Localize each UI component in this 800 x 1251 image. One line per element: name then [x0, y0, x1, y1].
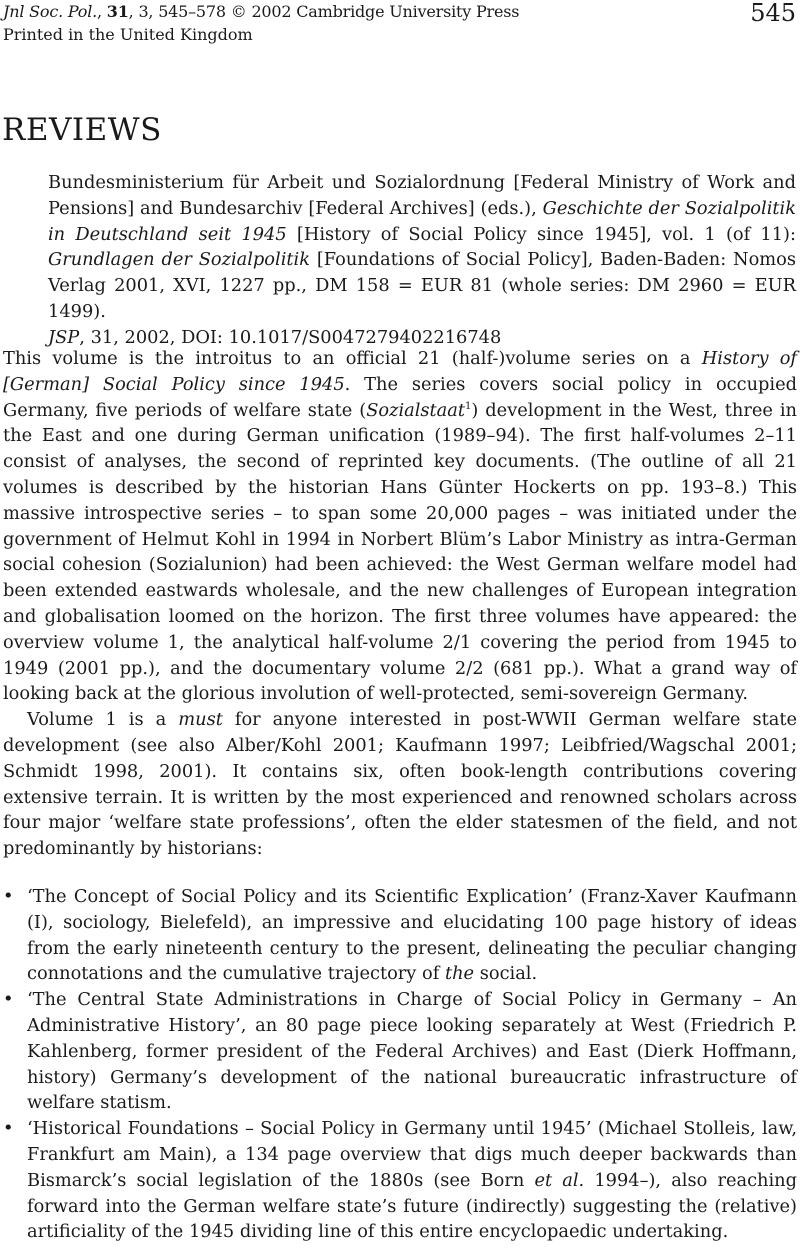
bullet-icon: •	[3, 989, 14, 1011]
footnote-marker: 1	[465, 400, 472, 412]
printed-in: Printed in the United Kingdom	[3, 25, 253, 44]
page-number: 545	[750, 0, 796, 27]
review-body	[3, 346, 797, 1245]
bullet-icon: •	[3, 1118, 14, 1140]
review-citation	[48, 170, 796, 351]
contributions-list	[3, 884, 797, 1245]
journal-abbreviation: Jnl Soc. Pol.	[3, 2, 98, 21]
citation-series-translation: [History of Social Policy since 1945], vol. 1 (of 11):	[296, 223, 796, 245]
citation-publication: [Foundations of Social Policy], Baden-Baden: Nomos Verlag 2001, XVI, 1227 pp., DM 158 = EUR 81 (whole series: DM 2960 = EUR 1499).	[48, 249, 796, 322]
journal-reference: Jnl Soc. Pol., 31, 3, 545–578 © 2002 Cambridge University Press	[3, 2, 520, 21]
paragraph-2: Volume 1 is a must for anyone interested in post-WWII German welfare state development (see also Alber/Kohl 2001; Kaufmann 1997; Leibfried/Wagschal 2001; Schmidt 1998, 2001). It contains six, often book-length contributions covering extensive terrain. It is written by the most experienced and renowned scholars across four major ‘welfare state professions’, often the elder statesmen of the field, and not predominantly by historians:	[3, 709, 798, 860]
bullet-icon: •	[3, 885, 14, 907]
list-item: • ‘The Central State Administrations in Charge of Social Policy in Germany – An Administrative History’, an 80 page piece looking separately at West (Friedrich P. Kahlenberg, former president of the Federal Archives) and East (Dierk Hoffmann, history) Germany’s development of the national bureaucratic infrastructure of welfare statism.	[3, 989, 797, 1114]
series-title-italic: History of [German] Social Policy since 1945	[3, 348, 798, 395]
must-emphasis: must	[178, 709, 223, 731]
journal-volume: 31	[106, 2, 129, 21]
citation-entry	[48, 170, 796, 325]
list-item: • ‘Historical Foundations – Social Policy in Germany until 1945’ (Michael Stolleis, law, Frankfurt am Main), a 134 page overview that digs much deeper backwards than Bismarck’s social legislation of the 1880s (see Born et al. 1994–), also reaching forward into the German welfare state’s future (indirectly) suggesting the (relative) artificiality of the 1945 dividing line of this entire encyclopaedic undertaking.	[3, 1118, 798, 1243]
paragraph-1: This volume is the introitus to an official 21 (half-)volume series on a History of [German] Social Policy since 1945. The series covers social policy in occupied Germany, five periods of welfare state (Sozialstaat$^1$) development in the West, three in the East and one during German unification (1989–94). The first half-volumes 2–11 consist of analyses, the second of reprinted key documents. (The outline of all 21 volumes is described by the historian Hans Günter Hockerts on pp. 193–8.) This massive introspective series – to span some 20,000 pages – was initiated under the government of Helmut Kohl in 1994 in Norbert Blüm’s Labor Ministry as intra-German social cohesion (Sozialunion) had been achieved: the West German welfare model had been extended eastwards wholesale, and the new challenges of European integration and globalisation loomed on the horizon. The first three volumes have appeared: the overview volume 1, the analytical half-volume 2/1 covering the period from 1945 to 1949 (2001 pp.), and the documentary volume 2/2 (681 pp.). What a grand way of looking back at the glorious involution of well-protected, semi-sovereign Germany.	[3, 348, 798, 705]
list-item: • ‘The Concept of Social Policy and its Scientific Explication’ (Franz-Xaver Kaufmann (I), sociology, Bielefeld), an impressive and elucidating 100 page history of ideas from the early nineteenth century to the present, delineating the peculiar changing connotations and the cumulative trajectory of the social.	[3, 885, 797, 985]
sozialstaat-term: Sozialstaat	[366, 399, 466, 421]
section-title: REVIEWS	[2, 112, 162, 148]
citation-doi: , 31, 2002, DOI: 10.1017/S0047279402216748	[79, 326, 502, 348]
citation-volume-title: Grundlagen der Sozialpolitik	[48, 249, 310, 271]
citation-authors: Bundesministerium für Arbeit und Sozialordnung [Federal Ministry of Work and Pensions] and Bundesarchiv [Federal Archives] (eds.),	[48, 172, 796, 219]
running-head	[3, 2, 795, 46]
citation-journal: JSP	[48, 326, 80, 348]
citation-series-title: Geschichte der Sozialpolitik in Deutschland seit 1945	[48, 197, 796, 245]
issue-pages-copyright: , 3, 545–578 © 2002 Cambridge University Press	[128, 2, 520, 21]
